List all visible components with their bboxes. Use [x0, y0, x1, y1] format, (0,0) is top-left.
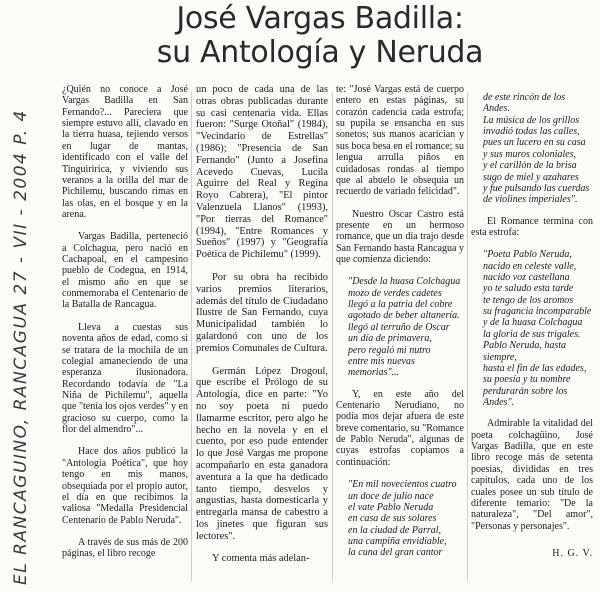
paragraph: un poco de cada una de las otras obras publicadas durante su casi centenaria vida. Ellas fueron: "Surge Otoñal" (1984), "Vecindario de Estrellas" (1986); "Presencia de San Fernando" (Junto a Josefina Acevedo Cuevas, Lucila Aguirre del Real y Regina Royo Cabrera), "El pintor Valenzuela Llanos" (1993), "Por tierras del Romance" (1994), "Entre Romances y Sueños" (1997) y "Geografía Poética de Pichilemu" (1999). [196, 84, 328, 261]
poem-line: un día de primavera, [348, 333, 432, 345]
paragraph: Y comenta más adelan- [212, 553, 310, 565]
paragraph: te: "José Vargas está de cuerpo entero en estas páginas, su corazón cadencia cada estrofa; su pupila se ensancha en sus sonetos; sus manos acarician y sus boca besa en el romance; su lengua arrulla piños en cuidadosas rondas al tiempo que al abuelo le obsequia un recuerdo de variado felicidad". [336, 84, 464, 198]
article-title [40, 2, 600, 70]
poem-line: hasta el fin de las edades, [483, 362, 587, 374]
poem-line: pues un lucero en su casa [483, 137, 586, 149]
poem-line: en la ciudad de Parral, [348, 524, 442, 536]
poem-line: nacido en celeste valle, [483, 260, 577, 272]
poem-excerpt-castro [348, 276, 464, 378]
poem-line: entre mis nuevas memorias"... [348, 355, 415, 379]
poem-line: pero regaló mi nutro [348, 344, 431, 356]
paragraph: Y, en este año del Centenario Nerudiano, no podía mos dejar afuera de este breve comentario, su "Romance de Pablo Neruda", algunas de cuyas estrofas copiamos a continuación: [336, 388, 464, 468]
poem-line: en casa de sus solares [348, 513, 437, 525]
poem-line: el vate Pablo Neruda [348, 501, 434, 513]
poem-line: "Poeta Pablo Neruda, [483, 249, 572, 261]
poem-line: agotado de beber altanería. [348, 310, 460, 322]
poem-line: perdurarán sobre los Andes". [483, 385, 568, 408]
poem-line: te tengo de los aromos [483, 294, 574, 306]
poem-line: yo te saludo esta tarde [483, 283, 574, 295]
poem-line: llegó a la patria del cobre [348, 299, 453, 311]
paragraph: Admirable la vitalidad del poeta colchagüino, José Vargas Badilla, que en este libro recoge más de setenta poesías, divididas en tres capítulos, cada uno de los cuales posee un sub título de diferente temario: "De la naturaleza", "Del amor", "Personas y personajes". [471, 418, 593, 532]
paragraph: Hace dos años publicó la "Antología Poética", que hoy tengo en mis manos, obsequiada por el propio autor, el día en que recibimos la valiosa "Medalla Presidencial Centenario de Pablo Neruda". [62, 446, 188, 526]
handwritten-note-text: EL RANCAGUINO, RANCAGUA 27 - VII - 2004 P. 4 [11, 109, 31, 585]
handwritten-source-note [0, 0, 60, 592]
poem-line: y de la huasa Colchagua [483, 317, 583, 329]
column-rule-3 [467, 92, 468, 582]
poem-line: su poesía y tu nombre [483, 374, 571, 386]
handwritten-note-graphic [0, 0, 60, 592]
poem-excerpt-neruda-2 [483, 92, 593, 206]
poem-line: "Desde la huasa Colchagua [348, 276, 461, 288]
poem-line: llegó al terruño de Oscar [348, 321, 450, 333]
poem-line: mozo de verdes cadetes [348, 287, 442, 299]
paragraph: Germán López Drogoul, que escribe el Prólogo de su Antología, dice en parte: "Yo no soy poeta ni puedo llamarme escritor, pero algo he hecho en la novela y en el cuento, por eso pude entender lo que José Vargas me propone acompañarlo en esta ganadora aventura a la que ha dedicado tanto tiempo, desvelos y angustias, hasta domesticarla y entregarla mansa de cabestro a los jinetes que figuran sus lectores". [196, 365, 328, 542]
poem-line: invadió todas las calles, [483, 126, 580, 138]
paragraph: Lleva a cuestas sus noventa años de edad, como si se tratara de la mochila de un colegial amaneciendo de una esperanza ilusionadora. Recordando todavía de "La Niña de Pichilemu", aquella que "tenía los ojos verdes" y en gracioso su cuerpo, como la flor del almendro"... [62, 321, 188, 436]
title-line-1: José Vargas Badilla: [176, 1, 464, 36]
paragraph: A través de sus más de 200 páginas, el libro recoge [62, 536, 188, 560]
poem-line: un doce de julio nace [348, 490, 434, 502]
author-signature: H. G. V. [552, 547, 593, 559]
column-rule-2 [332, 92, 333, 582]
poem-line: y el carillón de la brisa [483, 160, 577, 172]
poem-line: La música de los grillos [483, 114, 580, 126]
poem-line: y fue pulsando las cuerdas [483, 182, 590, 194]
poem-line: de violines imperiales". [483, 194, 578, 206]
paragraph: Nuestro Oscar Castro está presente en un hermoso romance, que un día trajo desde San Fernando hasta Rancagua y que comienza diciendo: [336, 208, 464, 266]
poem-line: y sus muros coloniales, [483, 148, 576, 160]
poem-line: nacido voz castellana [483, 272, 570, 284]
poem-line: una campiña envidiable, [348, 535, 447, 547]
poem-line: Pablo Neruda, hasta siempre, [483, 340, 567, 363]
article-column-3 [336, 84, 464, 569]
title-line-2: su Antología y Neruda [156, 35, 484, 70]
poem-line: la cuna del gran cantor [348, 547, 443, 559]
poem-line: su fragancia incomparable [483, 306, 592, 318]
poem-line: de este rincón de los Andes. [483, 92, 566, 115]
article-column-4 [471, 92, 593, 570]
paragraph: El Romance termina con esta estrofa: [471, 215, 593, 238]
paragraph: Vargas Badilla, perteneció a Colchagua, pero nació en Cachapoal, en el campesino pueblo de Codegua, en 1914, el mismo año en que se conmemoraba el Centenario de la Batalla de Rancagua. [62, 231, 188, 311]
poem-excerpt-neruda-1 [348, 479, 464, 559]
poem-line: la gloria de sus trigales. [483, 328, 581, 340]
paragraph: Por su obra ha recibido varios premios literarios, además del título de Ciudadano Ilustre de San Fernando, cuya Municipalidad también lo galardonó con uno de los premios Comunales de Cultura. [196, 271, 328, 354]
paragraph: ¿Quién no conoce a José Vargas Badilla en San Fernando?... Pareciera que siempre estuvo allí, clavado en la tierra huasa, tejiendo versos en lugar de mantas, identificado con el valle del Tinguiririca, y viviendo sus veranos a la orilla del mar de Pichilemu, buscando rimas en las olas, en el bosque y en la arena. [62, 84, 188, 220]
poem-excerpt-neruda-final [483, 249, 593, 408]
column-rule-1 [191, 92, 192, 582]
poem-line: sugo de miel y azahares [483, 171, 579, 183]
poem-line: "En mil novecientos cuatro [348, 479, 457, 491]
article-column-2 [196, 84, 328, 576]
article-column-1 [62, 84, 188, 571]
